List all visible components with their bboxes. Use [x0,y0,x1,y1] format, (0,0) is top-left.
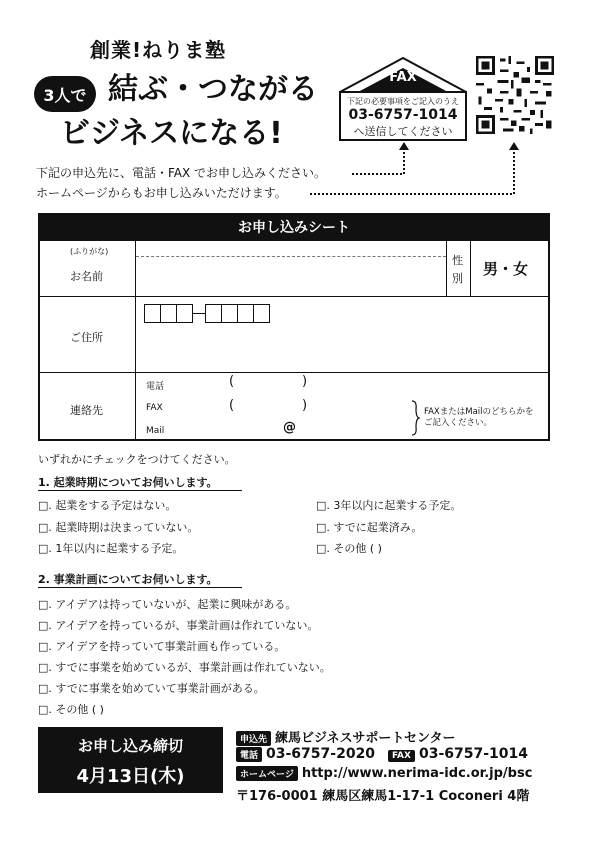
phone-label: 電話 [146,382,165,392]
fax-paren-close: ) [302,398,308,413]
phone-paren-open: ( [229,374,235,389]
form-divider [38,372,550,373]
postal-box[interactable] [237,304,254,323]
fax-note: 下記の必要事項をご記入のうえ [347,97,459,106]
at-sign: @ [283,420,296,435]
homepage-link[interactable]: http://www.nerima-idc.or.jp/bsc [301,766,533,781]
address-label: ご住所 [70,331,103,344]
gender-label-1: 性 [452,254,463,267]
q2-option[interactable]: □. アイデアを持っているが、事業計画は作れていない。 [38,619,319,632]
header-main-line-2: ビジネスになる! [60,116,283,151]
intro-line-2: ホームページからもお申し込みいただけます。 [36,186,287,200]
mail-label: Mail [146,426,165,436]
check-intro: いずれかにチェックをつけてください。 [38,453,236,466]
form-divider [135,241,136,441]
qr-code-icon[interactable] [476,56,554,134]
postal-box[interactable] [176,304,193,323]
q2-option[interactable]: □. アイデアは持っていないが、起業に興味がある。 [38,598,297,611]
q2-title: 2. 事業計画についてお伺いします。 [38,573,218,586]
header-main-line: 結ぶ・つながる [108,72,318,107]
header-badge: 3人で [34,76,96,112]
postal-dash [193,313,205,314]
hp-row [236,766,532,781]
q2-underline [38,587,242,588]
gender-label-2: 別 [452,272,463,285]
form-divider [470,241,471,296]
postal-box[interactable] [144,304,161,323]
postal-box[interactable] [253,304,270,323]
q2-option-other[interactable]: □. その他 ( ) [38,703,104,716]
brace-icon [410,399,420,437]
tel-tag: 電話 [236,747,262,762]
postal-box[interactable] [205,304,222,323]
q1-underline [38,490,242,491]
q1-option[interactable]: □. 3年以内に起業する予定。 [316,499,462,512]
tel-number: 03-6757-2020 [266,746,376,762]
contact-note-2: ご記入ください。 [424,418,493,428]
address-row: 〒176-0001 練馬区練馬1-17-1 Coconeri 4階 [236,789,530,804]
furigana-line [136,256,446,257]
phone-paren-close: ) [302,374,308,389]
q2-option[interactable]: □. すでに事業を始めているが、事業計画は作れていない。 [38,661,331,674]
fax-number-footer: 03-6757-1014 [418,746,529,762]
fax-send-text: へ送信してください [353,125,453,138]
postal-box[interactable] [160,304,177,323]
hp-tag: ホームページ [236,766,298,781]
apply-row [236,727,455,746]
gender-options[interactable]: 男・女 [483,260,529,278]
intro-line-1: 下記の申込先に、電話・FAX でお申し込みください。 [36,166,327,180]
q2-option[interactable]: □. アイデアを持っていて事業計画も作っている。 [38,640,286,653]
address-input[interactable] [138,326,548,368]
org-name: 練馬ビジネスサポートセンター [275,731,456,746]
name-label: お名前 [70,270,103,283]
furigana-label: (ふりがな) [70,247,109,256]
deadline-label: お申し込み締切 [77,737,183,755]
contact-note-1: FAXまたはMailのどちらかを [424,407,534,417]
form-title: お申し込みシート [38,213,550,241]
form-divider [446,241,447,296]
apply-tag: 申込先 [236,731,271,746]
q1-option-other[interactable]: □. その他 ( ) [316,542,382,555]
header-top-line: 創業!ねりま塾 [90,38,227,62]
fax-number: 03-6757-1014 [348,107,458,123]
form-divider [38,296,550,297]
q1-option[interactable]: □. すでに起業済み。 [316,521,423,534]
q1-option[interactable]: □. 起業をする予定はない。 [38,499,177,512]
dotted-arrows [300,140,530,200]
fax-box-content [340,93,466,139]
name-input[interactable] [138,258,443,294]
q1-option[interactable]: □. 1年以内に起業する予定。 [38,542,184,555]
fax-field-label: FAX [146,403,163,413]
q2-option[interactable]: □. すでに事業を始めていて事業計画がある。 [38,682,265,695]
postal-box[interactable] [221,304,238,323]
tel-row [236,746,528,762]
fax-paren-open: ( [229,398,235,413]
fax-tag: FAX [388,750,415,762]
deadline-date: 4月13日(木) [76,766,185,787]
fax-label: FAX [389,70,417,85]
deadline-box [38,727,223,793]
contact-label: 連絡先 [70,404,103,417]
q1-title: 1. 起業時期についてお伺いします。 [38,476,218,489]
q1-option[interactable]: □. 起業時期は決まっていない。 [38,521,199,534]
